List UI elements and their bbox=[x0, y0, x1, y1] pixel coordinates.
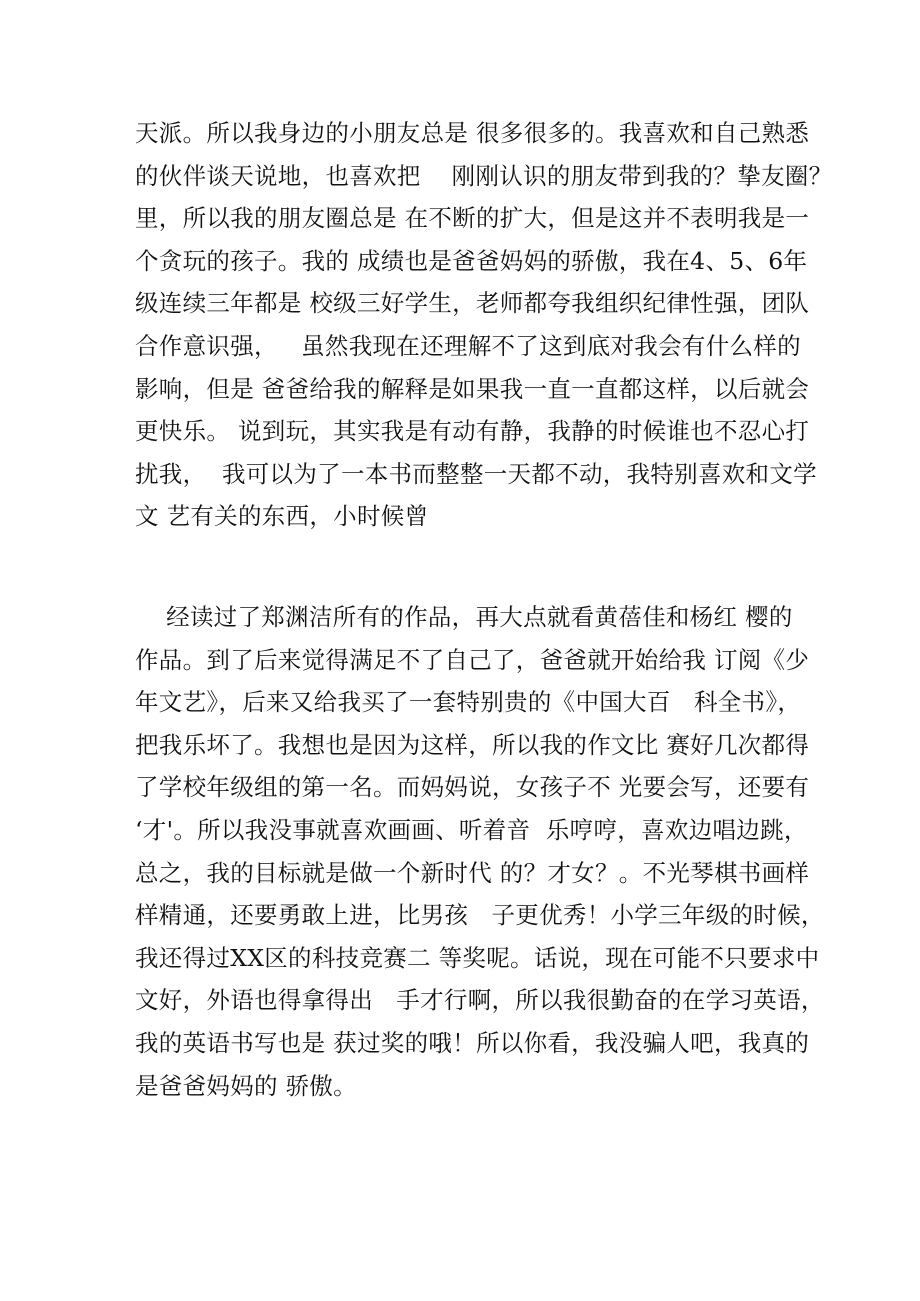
text-line: 我还得过XX区的科技竞赛二 等奖呢。话说，现在可能不只要求中 bbox=[135, 943, 820, 972]
text-line: 级连续三年都是 校级三好学生，老师都夸我组织纪律性强，团队 bbox=[135, 289, 810, 318]
text-line: 个贪玩的孩子。我的 成绩也是爸爸妈妈的骄傲，我在4、5、6年 bbox=[135, 246, 808, 275]
text-line: 了学校年级组的第一名。而妈妈说，女孩子不 光要会写，还要有 bbox=[135, 773, 810, 802]
text-line: 更快乐。 说到玩，其实我是有动有静，我静的时候谁也不忍心打 bbox=[135, 417, 810, 446]
text-line: 是爸爸妈妈的 骄傲。 bbox=[135, 1071, 357, 1100]
paragraph-2 bbox=[135, 596, 825, 1107]
text-line: 的伙伴谈天说地，也喜欢把 刚刚认识的朋友带到我的？挚友圈？ bbox=[135, 161, 833, 190]
text-line: 里，所以我的朋友圈总是 在不断的扩大，但是这并不表明我是一 bbox=[135, 204, 810, 233]
text-line: 文 艺有关的东西，小时候曾 bbox=[135, 502, 429, 531]
text-line: 合作意识强， 虽然我现在还理解不了这到底对我会有什么样的 bbox=[135, 331, 801, 360]
paragraph-1 bbox=[135, 112, 833, 538]
text-line: ‘才'。所以我没事就喜欢画画、听着音 乐哼哼，喜欢边唱边跳， bbox=[135, 815, 808, 844]
text-line: 我的英语书写也是 获过奖的哦！所以你看，我没骗人吧，我真的 bbox=[135, 1028, 810, 1057]
text-line: 作品。到了后来觉得满足不了自己了，爸爸就开始给我 订阅《少 bbox=[135, 645, 810, 674]
text-line: 文好，外语也得拿得出 手才行啊，所以我很勤奋的在学习英语， bbox=[135, 986, 825, 1015]
text-line: 样精通，还要勇敢上进，比男孩 子更优秀！小学三年级的时候， bbox=[135, 901, 825, 930]
text-line: 扰我， 我可以为了一本书而整整一天都不动，我特别喜欢和文学 bbox=[135, 459, 817, 488]
text-line: 年文艺》，后来又给我买了一套特别贵的《中国大百 科全书》， bbox=[135, 688, 802, 717]
text-line: 把我乐坏了。我想也是因为这样，所以我的作文比 赛好几次都得 bbox=[135, 730, 810, 759]
text-line: 影响，但是 爸爸给我的解释是如果我一直一直都这样，以后就会 bbox=[135, 374, 810, 403]
text-line: 总之，我的目标就是做一个新时代 的？才女？。不光琴棋书画样 bbox=[135, 858, 810, 887]
text-line: 经读过了郑渊洁所有的作品，再大点就看黄蓓佳和杨红 樱的 bbox=[135, 603, 793, 631]
text-line: 天派。所以我身边的小朋友总是 很多很多的。我喜欢和自己熟悉 bbox=[135, 119, 810, 147]
